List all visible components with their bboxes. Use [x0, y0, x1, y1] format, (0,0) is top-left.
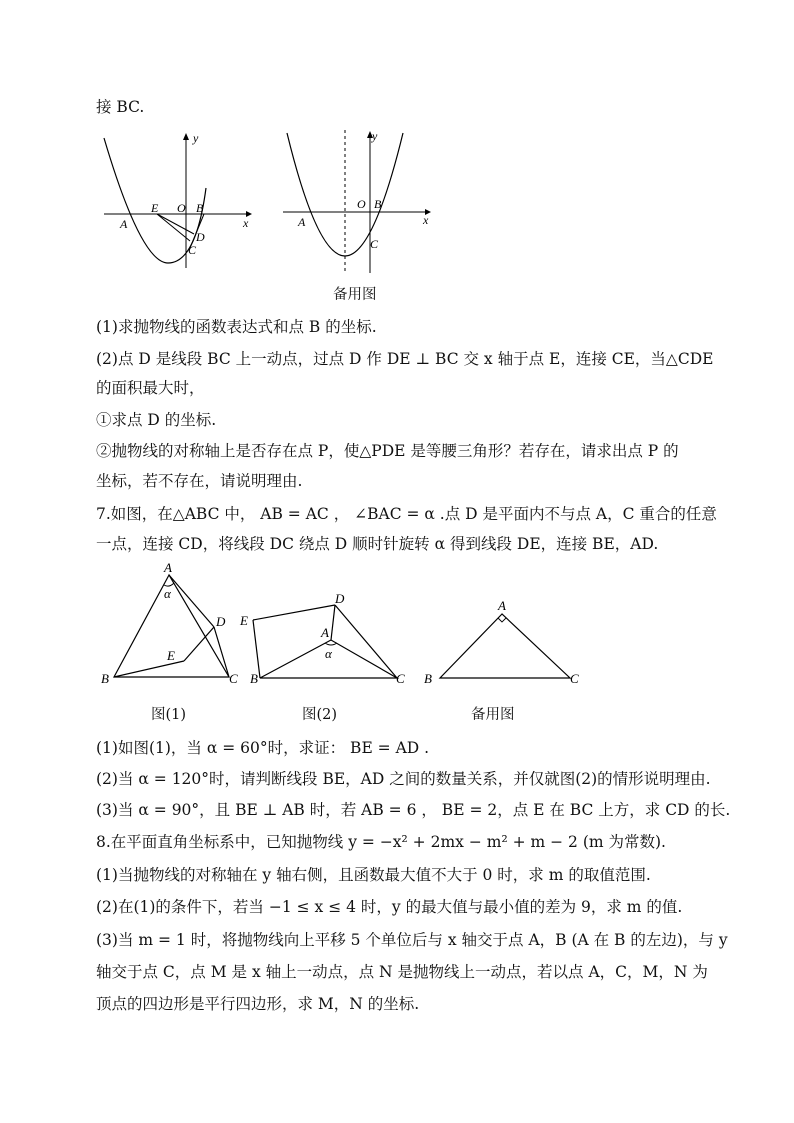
- label-E: E: [240, 613, 248, 628]
- label-x: x: [423, 213, 429, 227]
- q7-stem-cont: 一点，连接 CD，将线段 DC 绕点 D 顺时针旋转 α 得到线段 DE，连接 BE，AD.: [96, 535, 659, 553]
- parabola-figure-1: [96, 128, 261, 273]
- label-C: C: [229, 671, 238, 686]
- label-C: C: [570, 671, 579, 686]
- label-B: B: [374, 197, 382, 211]
- label-D: D: [196, 230, 205, 244]
- caption-figure-2: 图(2): [302, 707, 338, 723]
- q8-part3-cont2: 顶点的四边形是平行四边形，求 M，N 的坐标.: [96, 995, 420, 1013]
- label-y: y: [193, 131, 199, 145]
- q8-part2: (2)在(1)的条件下，若当 −1 ≤ x ≤ 4 时，y 的最大值与最小值的差为 9，求 m 的值.: [96, 898, 683, 916]
- q6-sub2-cont: 坐标，若不存在，请说明理由.: [96, 472, 303, 490]
- parabola-figure-2: [277, 128, 437, 273]
- label-E: E: [167, 648, 175, 663]
- label-C: C: [188, 243, 197, 257]
- q6-part2-cont: 的面积最大时，: [96, 379, 205, 397]
- label-A: A: [498, 598, 506, 613]
- caption-figure-1: 图(1): [151, 707, 187, 723]
- label-E: E: [151, 201, 159, 215]
- label-alpha: α: [164, 586, 171, 601]
- label-y: y: [372, 129, 378, 143]
- q8-part1: (1)当抛物线的对称轴在 y 轴右侧，且函数最大值不大于 0 时，求 m 的取值范围.: [96, 866, 651, 884]
- label-O: O: [177, 201, 186, 215]
- q8-part3-cont: 轴交于点 C，点 M 是 x 轴上一动点，点 N 是抛物线上一动点，若以点 A，C，M，N 为: [96, 963, 708, 981]
- label-x: x: [243, 216, 249, 230]
- label-B: B: [101, 671, 109, 686]
- q6-part1: (1)求抛物线的函数表达式和点 B 的坐标.: [96, 318, 377, 336]
- label-D: D: [335, 591, 345, 606]
- label-B: B: [424, 671, 432, 686]
- label-D: D: [216, 614, 226, 629]
- label-B: B: [196, 201, 204, 215]
- text-line-intro: 接 BC.: [96, 98, 145, 116]
- q6-sub1: ①求点 D 的坐标.: [96, 411, 217, 429]
- q6-sub2: ②抛物线的对称轴上是否存在点 P，使△PDE 是等腰三角形？若存在，请求出点 P 的: [96, 442, 679, 460]
- q8-stem: 8.在平面直角坐标系中，已知抛物线 y = −x² + 2mx − m² + m − 2 (m 为常数).: [96, 833, 666, 851]
- label-A: A: [298, 215, 306, 229]
- triangle-figure-2: [236, 585, 411, 690]
- caption-backup-figure-1: 备用图: [333, 287, 377, 303]
- label-C: C: [370, 237, 379, 251]
- label-O: O: [357, 197, 366, 211]
- q8-part3: (3)当 m = 1 时，将抛物线向上平移 5 个单位后与 x 轴交于点 A，B (A 在 B 的左边)，与 y: [96, 931, 728, 949]
- label-C: C: [396, 671, 405, 686]
- caption-backup-figure-2: 备用图: [471, 707, 515, 723]
- label-A: A: [164, 560, 172, 575]
- q7-part2: (2)当 α = 120°时，请判断线段 BE，AD 之间的数量关系，并仅就图(2)的情形说明理由.: [96, 770, 711, 788]
- q7-part3: (3)当 α = 90°，且 BE ⊥ AB 时，若 AB = 6 ， BE = 2，点 E 在 BC 上方，求 CD 的长.: [96, 801, 731, 819]
- label-A: A: [120, 217, 128, 231]
- q7-stem: 7.如图，在△ABC 中， AB = AC ， ∠BAC = α .点 D 是平面内不与点 A，C 重合的任意: [96, 505, 717, 523]
- q6-part2: (2)点 D 是线段 BC 上一动点，过点 D 作 DE ⊥ BC 交 x 轴于点 E，连接 CE，当△CDE: [96, 350, 714, 368]
- q7-part1: (1)如图(1)，当 α = 60°时，求证： BE = AD .: [96, 739, 430, 757]
- label-A: A: [321, 625, 329, 640]
- label-B: B: [250, 671, 258, 686]
- triangle-figure-1: [96, 560, 246, 690]
- label-alpha: α: [325, 646, 332, 661]
- triangle-figure-3: [420, 595, 585, 690]
